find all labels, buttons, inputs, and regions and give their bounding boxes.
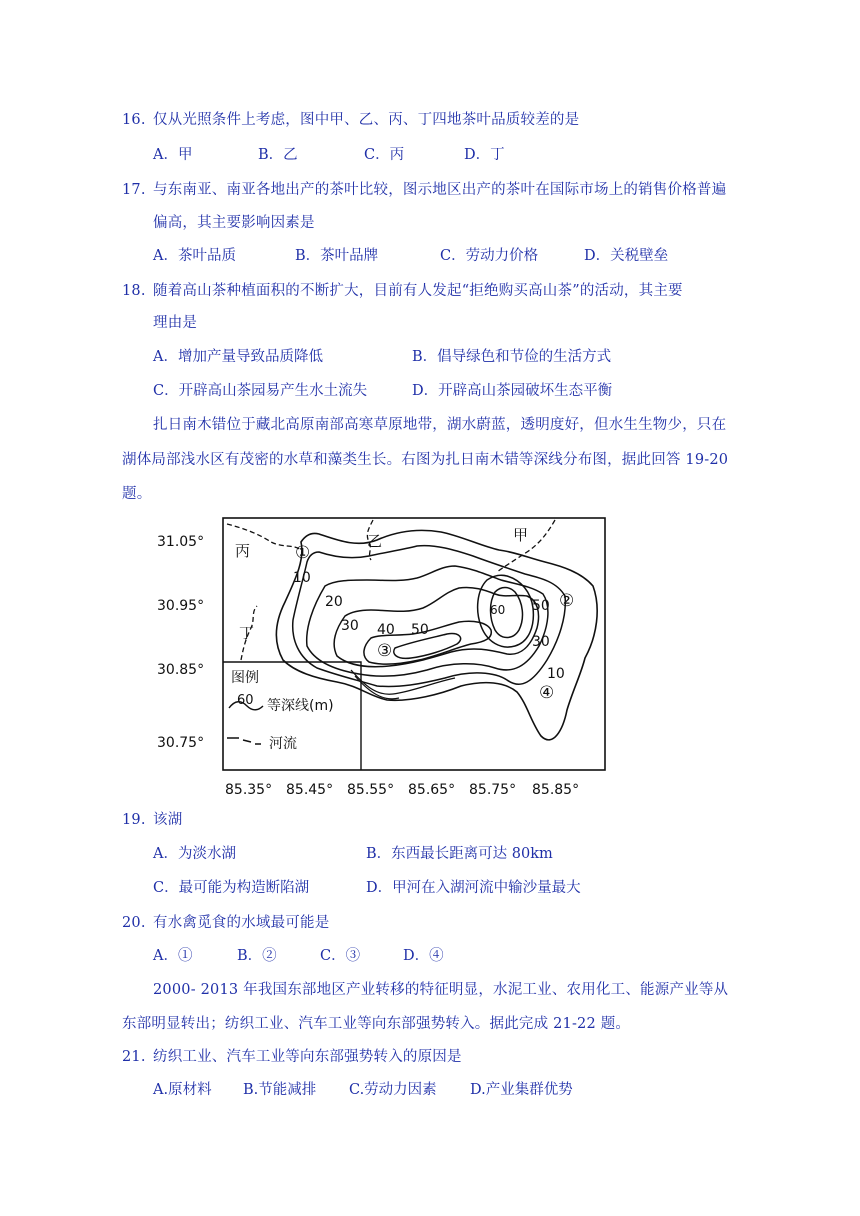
marker-3: ③: [377, 641, 393, 661]
place-jia: 甲: [513, 526, 529, 544]
q19-option-a: A．为淡水湖: [153, 846, 236, 862]
lat-label: 30.85°: [157, 662, 205, 678]
q16-stem: 仅从光照条件上考虑，图中甲、乙、丙、丁四地茶叶品质较差的是: [153, 112, 580, 128]
shore-ridge: [351, 670, 455, 694]
passage2-line2: 东部明显转出；纺织工业、汽车工业等向东部强势转入。据此完成 21-22 题。: [122, 1016, 631, 1032]
contour-label: 50: [532, 598, 550, 614]
lon-label: 85.85°: [532, 782, 580, 798]
q20-number: 20.: [122, 915, 146, 931]
q17-option-d: D．关税壁垒: [584, 248, 669, 264]
legend-title: 图例: [231, 670, 259, 686]
marker-4: ④: [539, 683, 555, 703]
q18-option-c: C．开辟高山茶园易产生水土流失: [153, 383, 368, 399]
q19-option-c: C．最可能为构造断陷湖: [153, 880, 310, 896]
q18-number: 18.: [122, 283, 146, 299]
q16-option-d: D．丁: [464, 147, 505, 163]
q16-option-b: B．乙: [258, 147, 298, 163]
contour-label: 30: [341, 618, 359, 634]
lon-label: 85.45°: [286, 782, 334, 798]
q21-stem: 纺织工业、汽车工业等向东部强势转入的原因是: [153, 1049, 462, 1065]
q21-option-a: A.原材料: [153, 1082, 212, 1098]
q20-option-d: D．④: [403, 948, 444, 964]
q21-number: 21.: [122, 1049, 146, 1065]
q21-option-d: D.产业集群优势: [470, 1082, 573, 1098]
q17-number: 17.: [122, 182, 146, 198]
place-yi: 乙: [367, 532, 383, 550]
legend-contour-label: 等深线(m): [267, 698, 334, 714]
legend-river-label: 河流: [269, 736, 297, 752]
q17-option-b: B．茶叶品牌: [295, 248, 379, 264]
contour-label: 10: [293, 570, 311, 586]
passage1-line1: 扎日南木错位于藏北高原南部高寒草原地带，湖水蔚蓝，透明度好，但水生生物少，只在: [153, 417, 727, 433]
lat-label: 31.05°: [157, 534, 205, 550]
contour-label: 20: [325, 594, 343, 610]
place-ding: 丁: [239, 624, 255, 642]
contour-label: 40: [377, 622, 395, 638]
q18-option-b: B．倡导绿色和节俭的生活方式: [412, 349, 612, 365]
q18-stem-line1: 随着高山茶种植面积的不断扩大，目前有人发起“拒绝购买高山茶”的活动，其主要: [153, 283, 683, 299]
q16-option-a: A．甲: [153, 147, 193, 163]
passage1-line2: 湖体局部浅水区有茂密的水草和藻类生长。右图为扎日南木错等深线分布图，据此回答 19-20: [122, 452, 729, 468]
passage2-line1: 2000- 2013 年我国东部地区产业转移的特征明显，水泥工业、农用化工、能源产业等从: [153, 982, 729, 998]
lon-label: 85.55°: [347, 782, 395, 798]
contour-label: 60: [490, 603, 506, 617]
contour-label: 10: [547, 666, 565, 682]
q19-stem: 该湖: [153, 812, 183, 828]
legend-contour-value: 60: [237, 693, 254, 708]
q16-option-c: C．丙: [364, 147, 405, 163]
q19-option-d: D．甲河在入湖河流中输沙量最大: [366, 880, 581, 896]
q17-stem-line2: 偏高，其主要影响因素是: [153, 215, 315, 231]
contour-label: 50: [411, 622, 429, 638]
q20-option-b: B．②: [237, 948, 277, 964]
q19-number: 19.: [122, 812, 146, 828]
q17-stem-line1: 与东南亚、南亚各地出产的茶叶比较，图示地区出产的茶叶在国际市场上的销售价格普遍: [153, 182, 727, 198]
q20-option-c: C．③: [320, 948, 361, 964]
q16-number: 16.: [122, 112, 146, 128]
lon-label: 85.65°: [408, 782, 456, 798]
lat-label: 30.95°: [157, 598, 205, 614]
q17-option-a: A．茶叶品质: [153, 248, 236, 264]
q18-option-d: D．开辟高山茶园破坏生态平衡: [412, 383, 613, 399]
q20-stem: 有水禽觅食的水域最可能是: [153, 915, 330, 931]
lon-label: 85.35°: [225, 782, 273, 798]
marker-1: ①: [295, 543, 311, 563]
contour-label: 30: [532, 634, 550, 650]
q21-option-b: B.节能减排: [243, 1082, 317, 1098]
q18-stem-line2: 理由是: [153, 315, 198, 331]
lon-label: 85.75°: [469, 782, 517, 798]
isobath-map: [155, 510, 615, 805]
q17-option-c: C．劳动力价格: [440, 248, 539, 264]
q18-option-a: A．增加产量导致品质降低: [153, 349, 323, 365]
contour-10: [293, 546, 566, 687]
q20-option-a: A．①: [153, 948, 193, 964]
legend-river-sample: [227, 738, 261, 744]
lat-label: 30.75°: [157, 735, 205, 751]
place-bing: 丙: [235, 542, 251, 560]
q21-option-c: C.劳动力因素: [349, 1082, 437, 1098]
q19-option-b: B．东西最长距离可达 80km: [366, 846, 553, 862]
marker-2: ②: [559, 591, 575, 611]
passage1-line3: 题。: [122, 486, 152, 502]
